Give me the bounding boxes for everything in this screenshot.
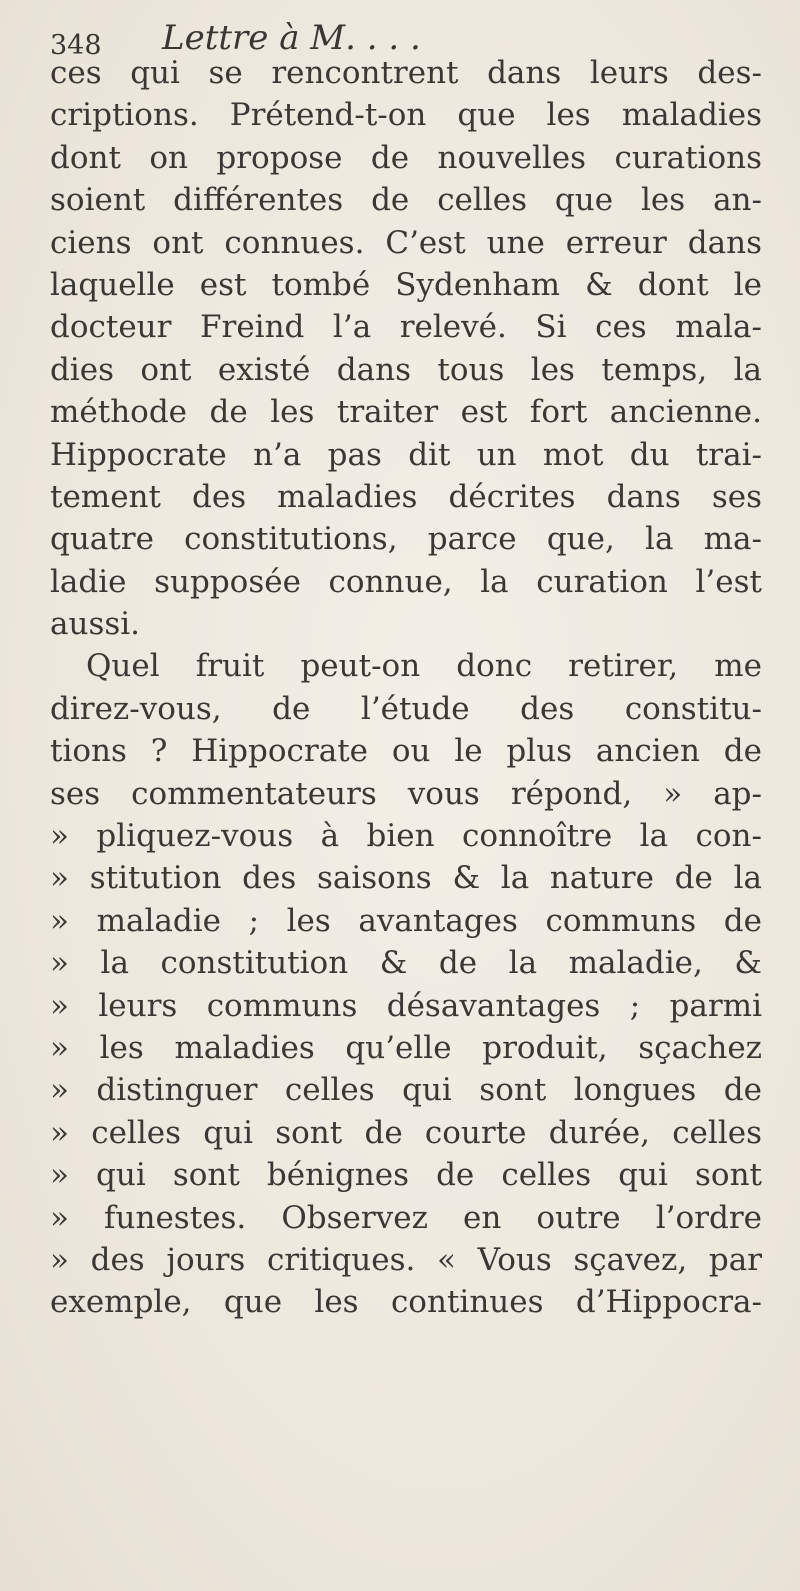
text-line: » distinguer celles qui sont longues de [50,1072,762,1109]
text-line: » pliquez-vous à bien connoître la con- [50,818,762,855]
page-number: 348 [50,30,102,61]
text-line: dont on propose de nouvelles curations [50,139,762,176]
text-line: ses commentateurs vous répond, » ap- [50,775,762,812]
text-line: » les maladies qu’elle produit, sçachez [50,1029,762,1066]
text-line: tions ? Hippocrate ou le plus ancien de [50,733,762,770]
running-title: Lettre à M. . . . [162,18,421,58]
text-line: ladie supposée connue, la curation l’est [50,563,762,600]
text-line: soient différentes de celles que les an- [50,182,762,219]
text-line: méthode de les traiter est fort ancienne. [50,394,762,431]
text-line: ces qui se rencontrent dans leurs des- [50,55,762,91]
text-line: tement des maladies décrites dans ses [50,478,762,515]
text-line: criptions. Prétend-t-on que les maladies [50,97,762,134]
text-line: » maladie ; les avantages communs de [50,902,762,939]
paragraph-start-line: Quel fruit peut-on donc retirer, me [86,648,762,685]
body-text [50,52,762,1324]
text-line: » qui sont bénignes de celles qui sont [50,1157,762,1194]
text-line: quatre constitutions, parce que, la ma- [50,521,762,558]
text-line: » des jours critiques. « Vous sçavez, par [50,1241,762,1278]
text-line: » funestes. Observez en outre l’ordre [50,1199,762,1236]
text-line: aussi. [50,606,141,643]
text-line: laquelle est tombé Sydenham & dont le [50,266,762,303]
text-line: » la constitution & de la maladie, & [50,945,762,982]
text-line: ciens ont connues. C’est une erreur dans [50,224,762,261]
text-line: direz-vous, de l’étude des constitu- [50,690,762,727]
text-line: exemple, que les continues d’Hippocra- [50,1284,762,1321]
text-line: docteur Freind l’a relevé. Si ces mala- [50,309,762,346]
text-line: dies ont existé dans tous les temps, la [50,351,762,388]
text-line: » celles qui sont de courte durée, celles [50,1114,762,1151]
text-line: Hippocrate n’a pas dit un mot du trai- [50,436,762,473]
text-line: » leurs communs désavantages ; parmi [50,987,762,1024]
text-line: » stitution des saisons & la nature de la [50,860,762,897]
